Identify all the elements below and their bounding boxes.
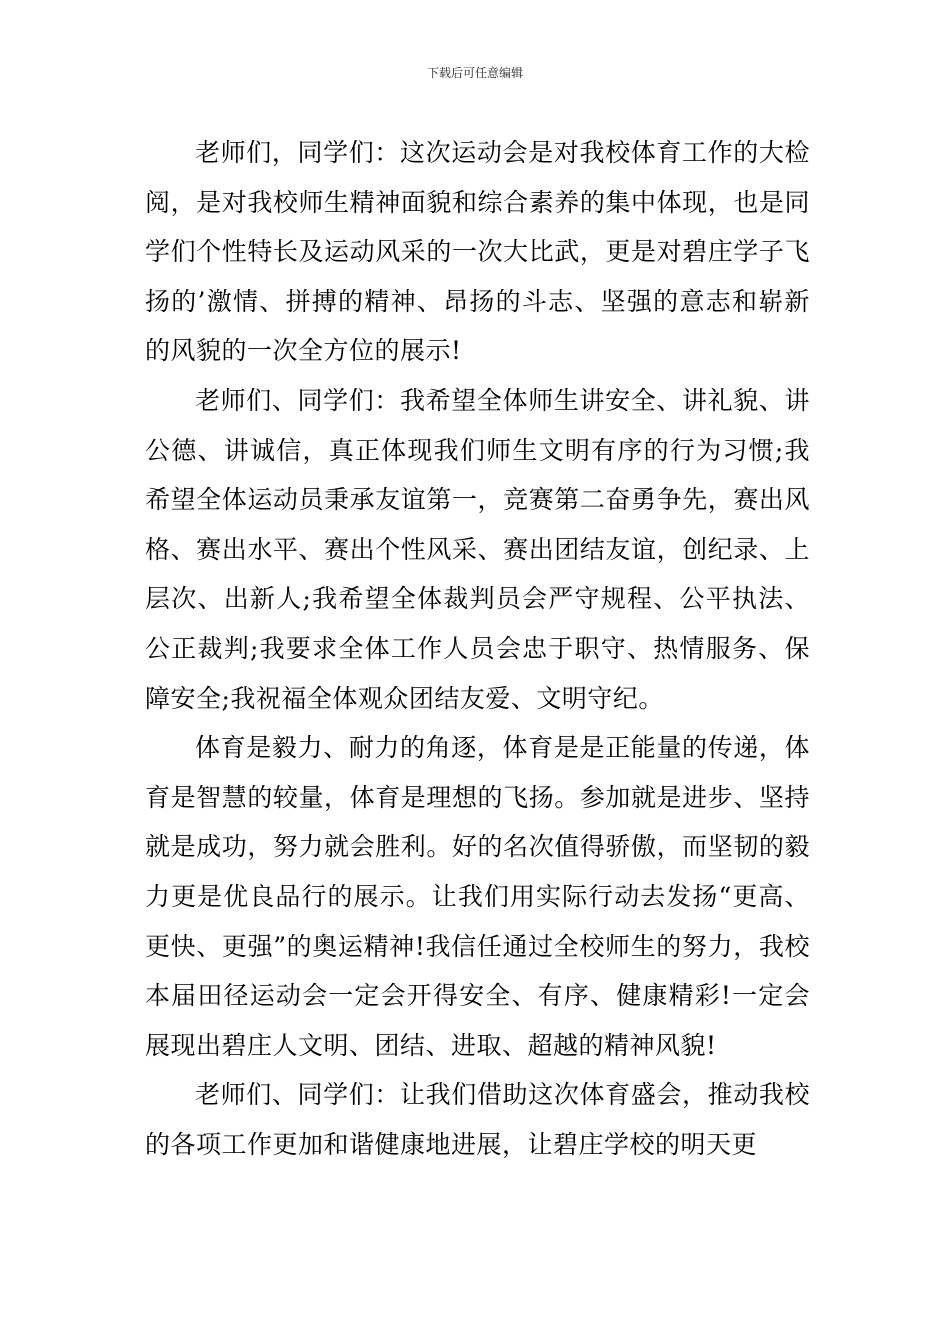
paragraph-4: 老师们、同学们：让我们借助这次体育盛会，推动我校的各项工作更加和谐健康地进展，让碧庄学校的明天更 [145,1080,810,1159]
paragraph-2: 老师们、同学们：我希望全体师生讲安全、讲礼貌、讲公德、讲诚信，真正体现我们师生文明有序的行为习惯;我希望全体运动员秉承友谊第一，竞赛第二奋勇争先，赛出风格、赛出水平、赛出个性风采、赛出团结友谊，创纪录、上层次、出新人;我希望全体裁判员会严守规程、公平执法、公正裁判;我要求全体工作人员会忠于职守、热情服务、保障安全;我祝福全体观众团结友爱、文明守纪。 [145,385,810,713]
paragraph-3: 体育是毅力、耐力的角逐，体育是是正能量的传递，体育是智慧的较量，体育是理想的飞扬。参加就是进步、坚持就是成功，努力就会胜利。好的名次值得骄傲，而坚韧的毅力更是优良品行的展示。让我们用实际行动去发扬“更高、更快、更强”的奥运精神!我信任通过全校师生的努力，我校本届田径运动会一定会开得安全、有序、健康精彩!一定会展现出碧庄人文明、团结、进取、超越的精神风貌! [145,733,810,1060]
header-note: 下载后可任意编辑 [426,66,523,80]
paragraph-1: 老师们，同学们：这次运动会是对我校体育工作的大检阅，是对我校师生精神面貌和综合素养的集中体现，也是同学们个性特长及运动风采的一次大比武，更是对碧庄学子飞扬的’激情、拼搏的精神、昂扬的斗志、坚强的意志和崭新的风貌的一次全方位的展示! [145,138,810,366]
document-body [145,128,810,1169]
